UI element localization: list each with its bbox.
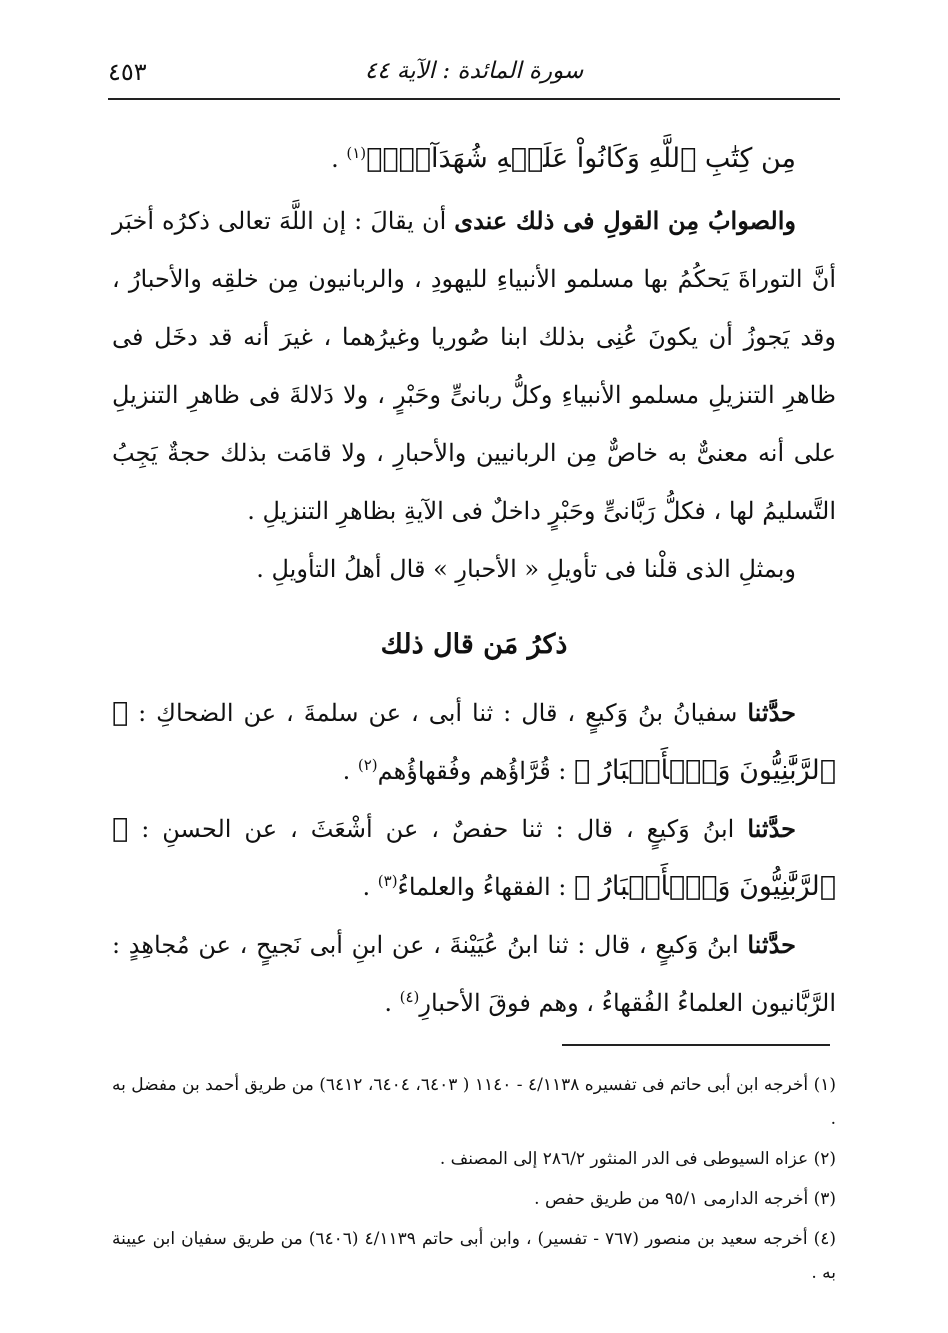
- quran-verse: ﴿ ٱلرَّبَّٰنِيُّونَ وَٱلۡأَحۡبَارُ ﴾: [112, 697, 836, 786]
- narration-text: : قُرَّاؤُهم وفُقهاؤُهم: [377, 757, 575, 785]
- footnote-ref: (٣): [377, 872, 398, 890]
- punctuation: .: [342, 757, 358, 785]
- footnote-ref: (٤): [399, 988, 420, 1006]
- quran-verse: مِن كِتَٰبِ ٱللَّهِ وَكَانُواْ عَلَيۡهِ شُهَدَآءَۚ﴾: [366, 143, 796, 174]
- commentary-paragraph: [112, 192, 836, 540]
- footnote-divider: [562, 1044, 830, 1046]
- narration: [112, 800, 836, 916]
- page-header: [108, 52, 840, 98]
- page-number: ٤٥٣: [108, 58, 147, 86]
- paragraph-text: أن يقالَ : إن اللَّهَ تعالى ذكرُه أخبَر أنَّ التوراةَ يَحكُمُ بها مسلمو الأنبياءِ لليهودِ ، والربانيون مِن خلقِه والأحبارُ ، وقد يَجوزُ أن يكونَ عُنِى بذلك ابنا صُوريا وغيرُهما ، غيرَ أنه قد دخَل فى ظاهرِ التنزيلِ مسلمو الأنبياءِ وكلُّ ربانىٍّ وحَبْرٍ ، ولا دَلالةَ فى ظاهرِ التنزيلِ على أنه معنىٌّ به خاصٌّ مِن الربانيين والأحبارِ ، ولا قامَت بذلك حجةٌ يَجِبُ التَّسليمُ لها ، فكلُّ رَبَّانىٍّ وحَبْرٍ داخلٌ فى الآيةِ بظاهرِ التنزيلِ .: [112, 207, 836, 525]
- footnote-ref: (١): [346, 144, 367, 162]
- page-body: [112, 130, 836, 1032]
- narration-chain: سفيانُ بنُ وَكيعٍ ، قال : ثنا أبى ، عن سلمةَ ، عن الضحاكِ :: [128, 699, 748, 727]
- footnote-number: (٢): [813, 1149, 836, 1169]
- footnote: [112, 1222, 836, 1290]
- narration-lead: حدَّثنا: [747, 698, 796, 727]
- footnote-number: (٣): [813, 1189, 836, 1209]
- narration-chain: ابنُ وَكيعٍ ، قال : ثنا ابنُ عُيَيْنةَ ، عن ابنِ أبى نَجيحٍ ، عن مُجاهِدٍ : الرَّبَّانيون العلماءُ الفُقهاءُ ، وهم فوقَ الأحبارِ: [112, 931, 836, 1017]
- footnotes: [112, 1068, 836, 1296]
- narration: [112, 916, 836, 1032]
- commentary-paragraph: [112, 540, 836, 598]
- paragraph-text: وبمثلِ الذى قلْنا فى تأويلِ « الأحبارِ » قال أهلُ التأويلِ .: [256, 555, 796, 583]
- footnote-number: (٤): [813, 1229, 836, 1249]
- footnote: [112, 1182, 836, 1216]
- footnote: [112, 1068, 836, 1136]
- narration-lead: حدَّثنا: [747, 814, 796, 843]
- narration: [112, 684, 836, 800]
- punctuation: .: [362, 873, 378, 901]
- running-title: سورة المائدة : الآية ٤٤: [364, 58, 584, 84]
- quran-verse: ﴿ ٱلرَّبَّٰنِيُّونَ وَٱلۡأَحۡبَارُ ﴾: [112, 813, 836, 902]
- narration-lead: حدَّثنا: [747, 930, 796, 959]
- narration-chain: ابنُ وَكيعٍ ، قال : ثنا حفصٌ ، عن أشْعَثَ ، عن الحسنِ :: [128, 815, 748, 843]
- footnote-text: أخرجه سعيد بن منصور (٧٦٧ - تفسير) ، وابن أبى حاتم ٤/١١٣٩ (٦٤٠٦) من طريق سفيان ابن عيينة به .: [112, 1229, 836, 1283]
- section-heading: ذكرُ مَن قال ذلك: [380, 629, 568, 660]
- punctuation: .: [384, 989, 400, 1017]
- narration-text: : الفقهاءُ والعلماءُ: [397, 873, 575, 901]
- footnote-number: (١): [813, 1075, 836, 1095]
- bold-lead: والصوابُ مِن القولِ فى ذلك عندى: [454, 206, 796, 235]
- footnote-text: أخرجه ابن أبى حاتم فى تفسيره ٤/١١٣٨ - ١١٤٠ ( ٦٤٠٣، ٦٤٠٤، ٦٤١٢) من طريق أحمد بن مفضل به .: [112, 1075, 836, 1129]
- header-divider: [108, 98, 840, 100]
- footnote-ref: (٢): [357, 756, 378, 774]
- footnote-text: أخرجه الدارمى ٩٥/١ من طريق حفص .: [534, 1189, 814, 1209]
- footnote-text: عزاه السيوطى فى الدر المنثور ٢٨٦/٢ إلى المصنف .: [439, 1149, 814, 1169]
- footnote: [112, 1142, 836, 1176]
- verse-continuation: [112, 130, 836, 188]
- punctuation: .: [331, 145, 347, 173]
